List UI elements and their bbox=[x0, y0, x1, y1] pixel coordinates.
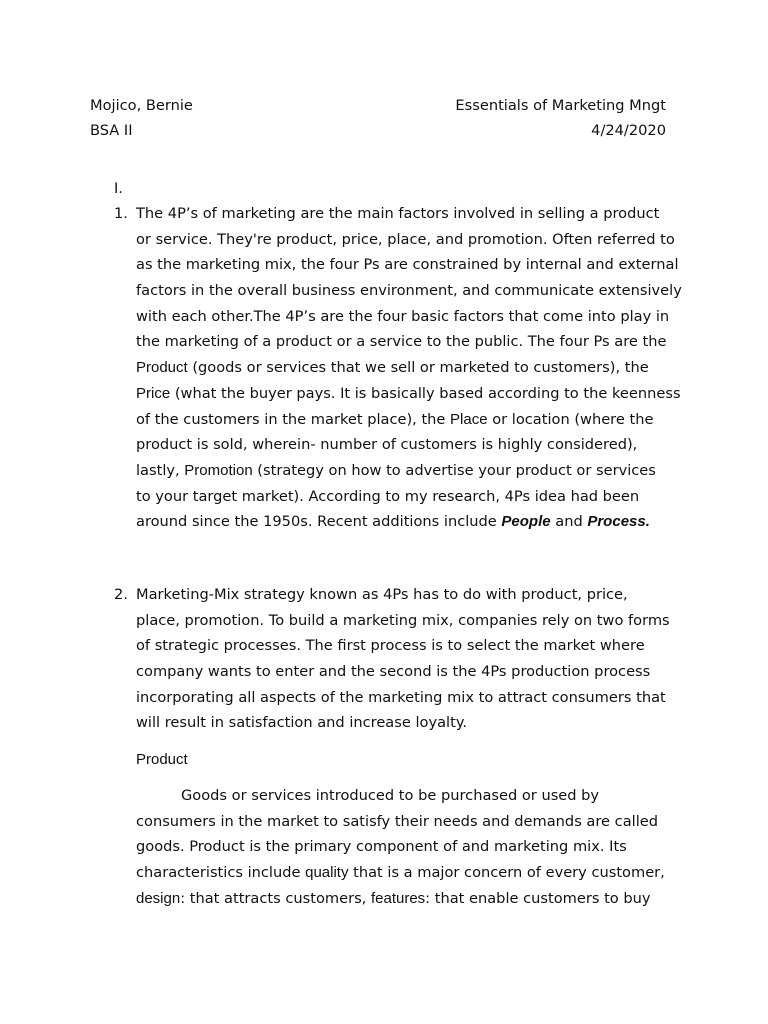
text-line: Marketing-Mix strategy known as 4Ps has to do with product, price, bbox=[136, 586, 628, 603]
text-segment: (what the buyer pays. It is basically based according to the keenness bbox=[170, 384, 681, 402]
text-line: place, promotion. To build a marketing mix, companies rely on two forms bbox=[136, 611, 670, 629]
text-segment: : that enable customers to buy bbox=[425, 889, 651, 907]
text-line bbox=[136, 860, 665, 886]
text-line: consumers in the market to satisfy their needs and demands are called bbox=[136, 812, 658, 830]
list-number: 1. bbox=[114, 205, 128, 222]
text-line: incorporating all aspects of the marketing mix to attract consumers that bbox=[136, 688, 666, 706]
term-design: design bbox=[136, 889, 181, 907]
term-place: Place bbox=[450, 410, 488, 428]
term-process: Process. bbox=[587, 513, 650, 531]
term-product: Product bbox=[136, 359, 188, 377]
text-segment: around since the 1950s. Recent additions include bbox=[136, 513, 502, 531]
course-title: Essentials of Marketing Mngt bbox=[455, 97, 666, 114]
text-segment: (goods or services that we sell or marketed to customers), the bbox=[187, 359, 649, 377]
text-line bbox=[136, 886, 665, 912]
text-line: goods. Product is the primary component of and marketing mix. Its bbox=[136, 838, 627, 856]
section-heading-product: Product bbox=[136, 751, 188, 768]
list-number: 2. bbox=[114, 586, 128, 603]
text-line bbox=[136, 458, 682, 484]
text-segment: and bbox=[550, 513, 588, 531]
text-segment: (strategy on how to advertise your product or services bbox=[252, 461, 656, 479]
list-item-text bbox=[136, 582, 670, 736]
text-segment: : that attracts customers, bbox=[180, 889, 371, 907]
section-label: BSA II bbox=[90, 122, 133, 139]
text-segment: that is a major concern of every customer, bbox=[348, 864, 665, 882]
text-segment: characteristics include bbox=[136, 864, 306, 882]
term-quality: quality bbox=[305, 864, 349, 882]
text-line: product is sold, wherein- number of customers is highly considered), bbox=[136, 436, 638, 454]
text-line: or service. They're product, price, place, and promotion. Often referred to bbox=[136, 230, 675, 248]
text-line: factors in the overall business environment, and communicate extensively bbox=[136, 282, 682, 300]
text-line bbox=[136, 407, 682, 433]
text-line: as the marketing mix, the four Ps are constrained by internal and external bbox=[136, 256, 679, 274]
text-line: with each other.The 4P’s are the four basic factors that come into play in bbox=[136, 307, 670, 325]
text-line: The 4P’s of marketing are the main factors involved in selling a product bbox=[136, 205, 660, 222]
text-line: to your target market). According to my research, 4Ps idea had been bbox=[136, 487, 640, 505]
term-promotion: Promotion bbox=[184, 461, 253, 479]
author-name: Mojico, Bernie bbox=[90, 97, 193, 114]
text-line: of strategic processes. The first process is to select the market where bbox=[136, 637, 645, 655]
text-segment: lastly, bbox=[136, 461, 185, 479]
text-line: will result in satisfaction and increase loyalty. bbox=[136, 714, 468, 732]
text-segment: or location (where the bbox=[487, 410, 654, 428]
text-line: the marketing of a product or a service to the public. The four Ps are the bbox=[136, 333, 667, 351]
text-line: company wants to enter and the second is the 4Ps production process bbox=[136, 663, 651, 681]
date-label: 4/24/2020 bbox=[591, 122, 666, 139]
text-line bbox=[136, 509, 682, 535]
product-paragraph bbox=[136, 783, 665, 911]
text-line bbox=[136, 355, 682, 381]
term-features: features bbox=[370, 889, 426, 907]
text-segment: of the customers in the market place), the bbox=[136, 410, 451, 428]
list-item-text bbox=[136, 201, 682, 535]
term-people: People bbox=[501, 513, 551, 531]
text-line: Goods or services introduced to be purchased or used by bbox=[181, 787, 600, 804]
part-marker: I. bbox=[114, 180, 123, 197]
term-price: Price bbox=[136, 384, 171, 402]
text-line bbox=[136, 381, 682, 407]
